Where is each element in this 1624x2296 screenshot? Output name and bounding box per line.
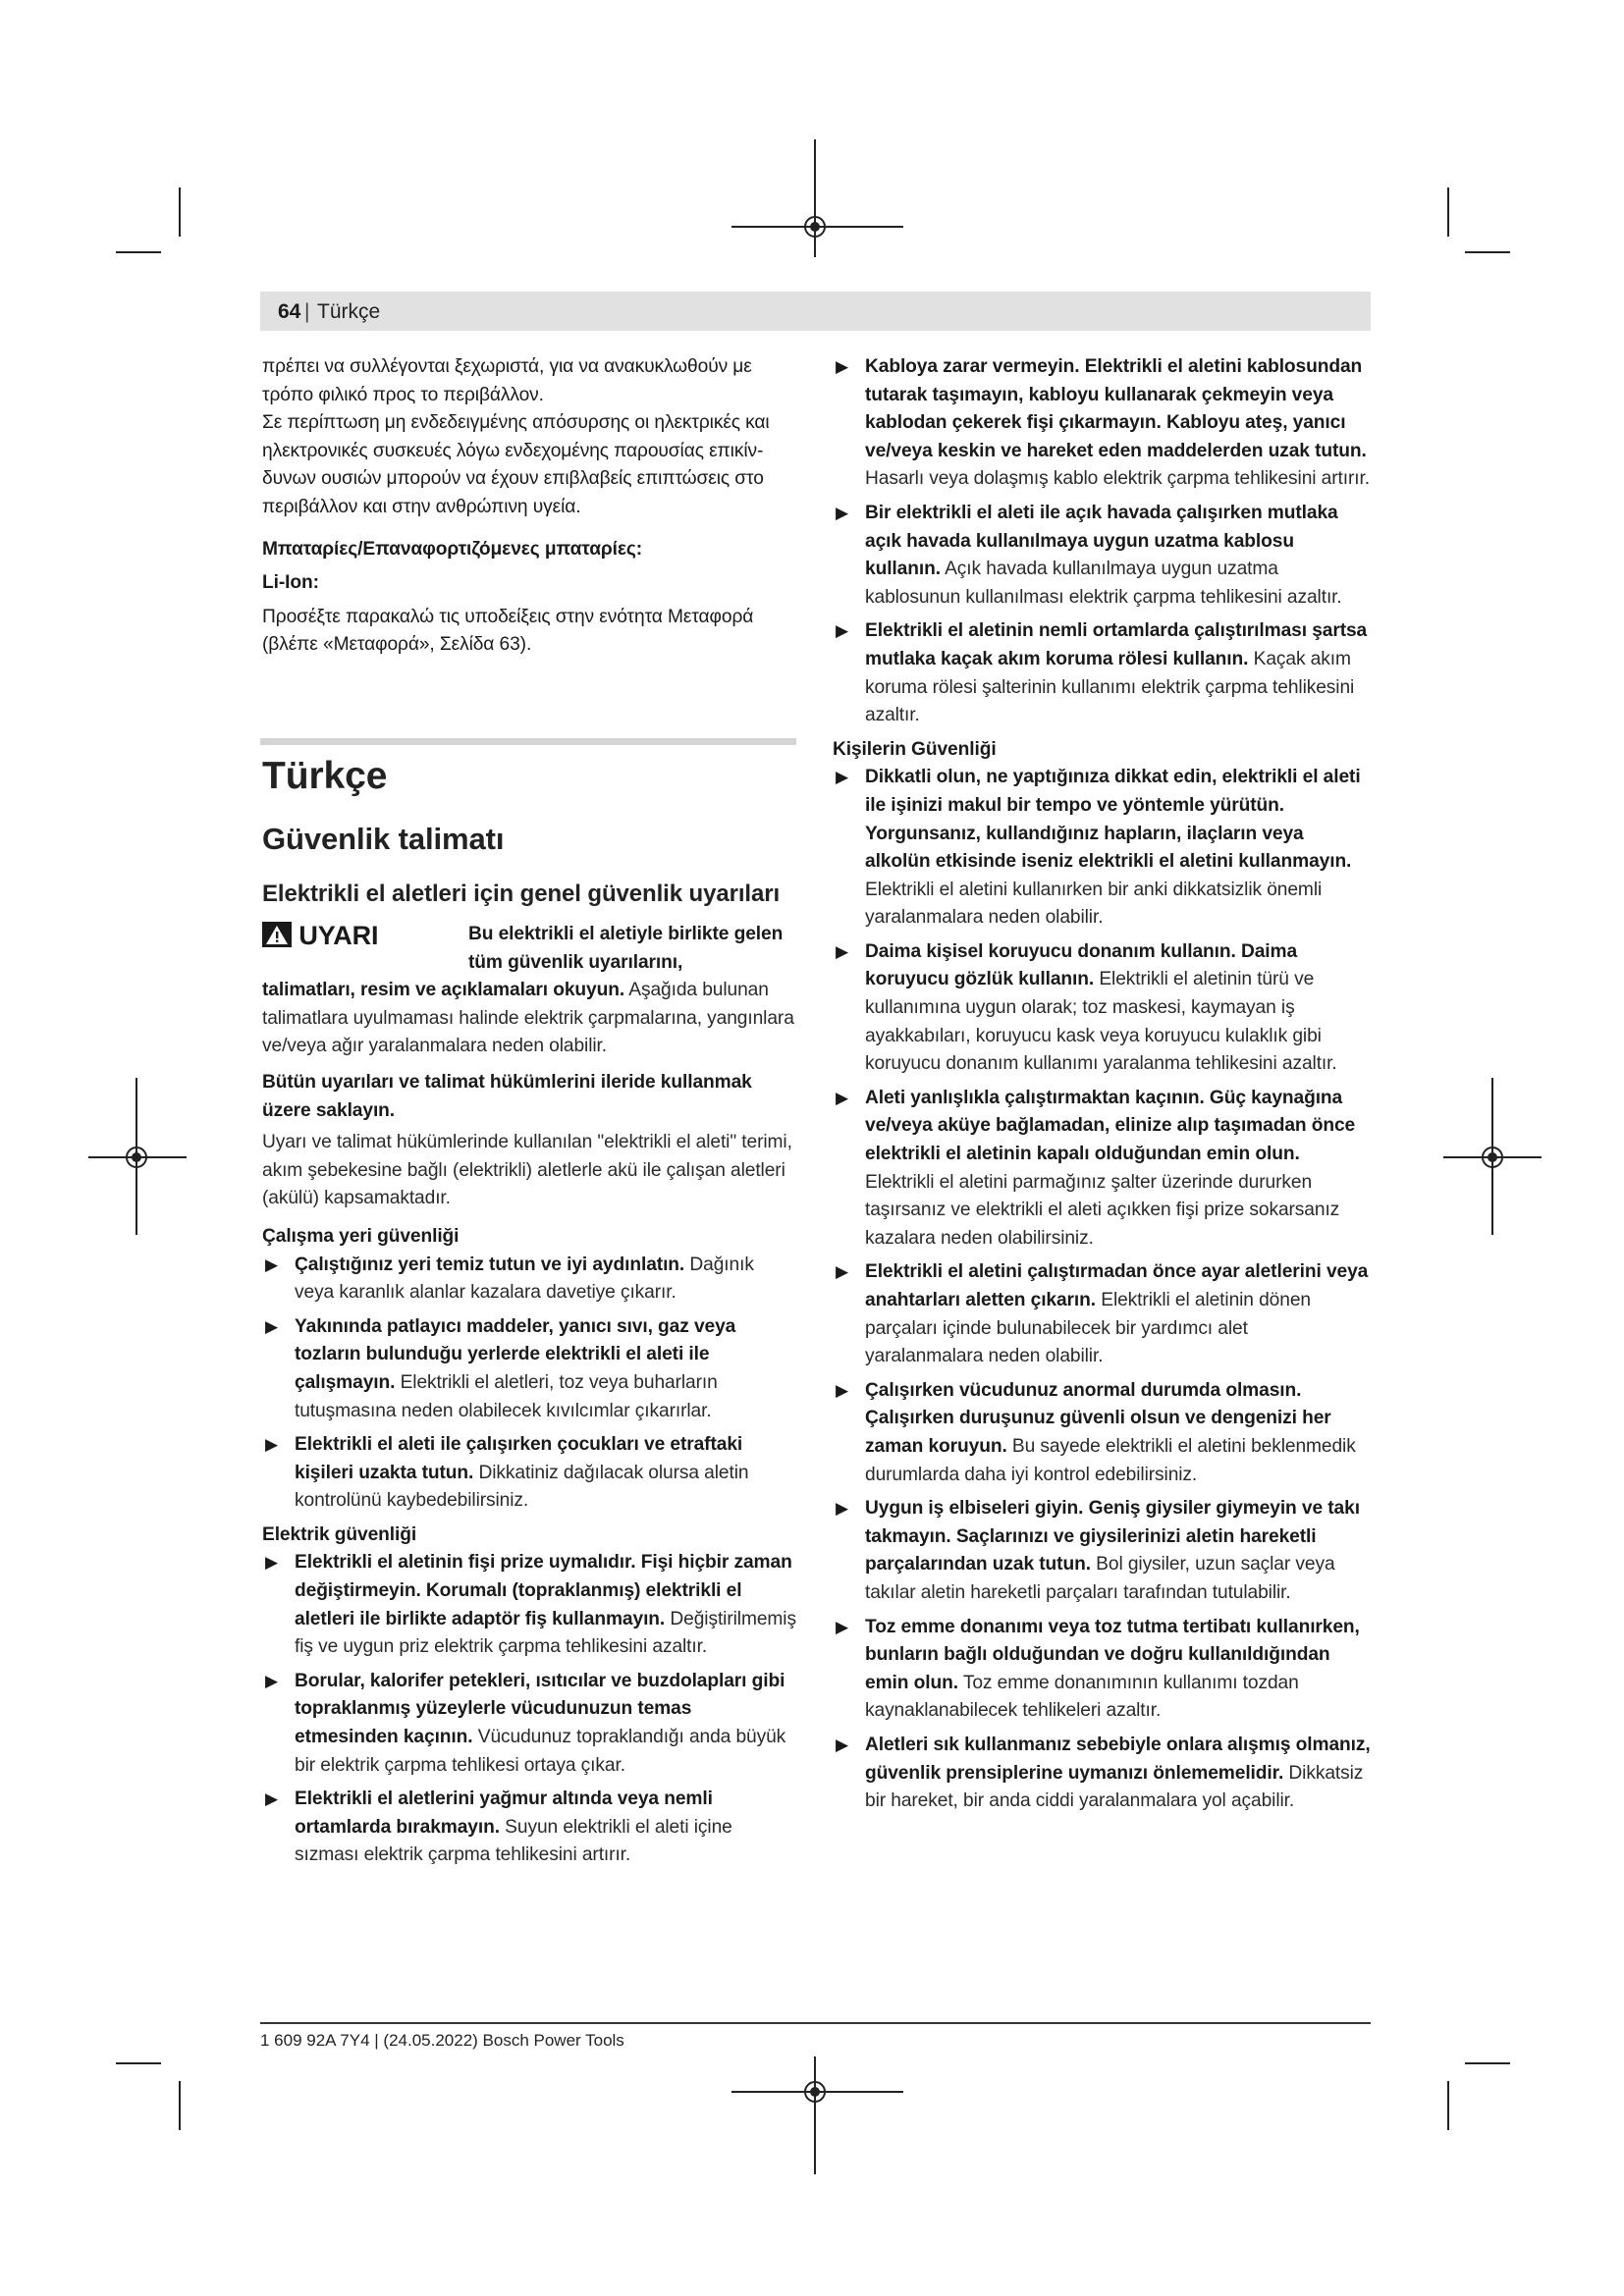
- bullet-bold: Bir elektrikli el aleti ile açık havada çalışırken mutlaka açık havada kullanılmaya uygun uzatma kablosu kullanın.: [865, 502, 1338, 580]
- section-title: Güvenlik talimatı: [262, 822, 505, 856]
- bullet-bold: Kabloya zarar vermeyin. Elektrikli el aletini kablosundan tutarak taşımayın, kabloyu kullanarak çekmeyin veya kablodan çekerek fişi çıkarmayın. Kabloyu ateş, yanıcı ve/veya keskin ve hareket eden maddelerden uzak tutun.: [865, 356, 1367, 461]
- warning-lead: Bu elektrikli el aletiyle birlikte gelen tüm güvenlik uyarılarını,: [468, 924, 784, 973]
- bullet-bold: Elektrikli el aletinin fişi prize uymalıdır. Fişi hiçbir zaman değiştirmeyin. Korumalı (topraklanmış) elektrikli el aletleri ile birlikte adaptör fiş kullanmayın.: [295, 1552, 792, 1629]
- page-footer: 1 609 92A 7Y4 | (24.05.2022) Bosch Power Tools: [260, 2031, 624, 2050]
- warning-icon: [262, 922, 292, 947]
- section-personal-safety: [833, 736, 1371, 1816]
- list-item: [833, 1495, 1371, 1607]
- list-item: [833, 1258, 1371, 1370]
- warning-bold-continuation: talimatları, resim ve açıklamaları okuyun.: [262, 980, 625, 1001]
- warning-text: Aşağıda bulunan talimatlara uyulmaması halinde elektrik çarpmalarına, yangınlara ve/veya ağır yaralanmalara neden olabilir.: [262, 980, 794, 1057]
- bullet-arrow-icon: ▶: [836, 1735, 848, 1754]
- section-title-electrical: Elektrik güvenliği: [262, 1523, 417, 1545]
- section-title-work-area: Çalışma yeri güvenliği: [262, 1225, 460, 1247]
- bullet-text: Bu sayede elektrikli el aletini beklenmedik durumlarda daha iyi kontrol edebilirsiniz.: [865, 1435, 1356, 1485]
- crop-mark-br-h: [1465, 2062, 1510, 2064]
- list-item: [833, 617, 1371, 729]
- list-item: [833, 1085, 1371, 1254]
- crop-mark-tl-h: [116, 251, 161, 253]
- bullet-arrow-icon: ▶: [265, 1316, 278, 1336]
- bullet-arrow-icon: ▶: [836, 621, 848, 641]
- bullet-arrow-icon: ▶: [265, 1671, 278, 1690]
- bullet-arrow-icon: ▶: [836, 941, 848, 961]
- bullet-text: Elektrikli el aletini kullanırken bir anki dikkatsizlik önemli yaralanmalara neden olabilir.: [865, 879, 1323, 929]
- bullet-text: Dikkatiniz dağılacak olursa aletin kontrolünü kaybedebilirsiniz.: [295, 1462, 749, 1512]
- list-item: [262, 1786, 797, 1870]
- section-title-personal-safety: Kişilerin Güvenliği: [833, 738, 997, 760]
- bullet-arrow-icon: ▶: [836, 1617, 848, 1636]
- bullet-arrow-icon: ▶: [265, 1553, 278, 1573]
- footer-rule: [260, 2022, 1371, 2024]
- crop-mark-tl-v: [179, 187, 181, 237]
- bullet-text: Elektrikli el aletinin türü ve kullanımına uygun olarak; toz maskesi, kaymayan iş ayakkabıları, koruyucu kask veya koruyucu kulaklık gibi koruyucu donanım kullanımı yaralanma tehlikesini azaltır.: [865, 969, 1337, 1075]
- section-electrical: [262, 1522, 797, 1870]
- list-item: [833, 1732, 1371, 1816]
- header-language: Türkçe: [317, 300, 381, 323]
- bullet-bold: Yakınında patlayıcı maddeler, yanıcı sıvı, gaz veya tozların bulunduğu yerlerde elektrikli el aleti ile çalışmayın.: [295, 1315, 736, 1393]
- page-header: [260, 292, 1371, 331]
- bullet-arrow-icon: ▶: [836, 1380, 848, 1400]
- list-item: [833, 764, 1371, 933]
- crop-mark-bl-h: [116, 2062, 161, 2064]
- bullet-text: Dikkatsiz bir hareket, bir anda ciddi yaralanmalara yol açabilir.: [865, 1762, 1364, 1812]
- bullet-text: Bol giysiler, uzun saçlar veya takılar aletin hareketli parçaları tarafından tutulabilir.: [865, 1554, 1335, 1603]
- section-work-area: [262, 1223, 797, 1516]
- bullet-text: Dağınık veya karanlık alanlar kazalara davetiye çıkarır.: [295, 1254, 754, 1304]
- greek-paragraph-2: Σε περίπτωση μη ενδεδειγμένης απόσυρσης οι ηλεκτρικές και ηλεκτρονικές συσκευές λόγω ενδεχομένης παρουσίας επικίν-δυνων ουσιών μπορούν να έχουν επιβλαβείς επιπτώσεις στο περιβάλλον και στην ανθρώπινη υγεία.: [262, 412, 770, 517]
- bullet-text: Suyun elektrikli el aleti içine sızması elektrik çarpma tehlikesini artırır.: [295, 1816, 732, 1866]
- bullet-text: Değiştirilmemiş fiş ve uygun priz elektrik çarpma tehlikesini azaltır.: [295, 1608, 796, 1658]
- list-item: [833, 500, 1371, 612]
- list-item: [833, 938, 1371, 1079]
- bullet-bold: Çalışırken vücudunuz anormal durumda olmasın. Çalışırken duruşunuz güvenli olsun ve dengenizi her zaman koruyun.: [865, 1379, 1331, 1457]
- bullet-arrow-icon: ▶: [265, 1789, 278, 1809]
- bullet-text: Vücudunuz topraklandığı anda büyük bir elektrik çarpma tehlikesi ortaya çıkar.: [295, 1727, 786, 1776]
- bullet-arrow-icon: ▶: [265, 1435, 278, 1455]
- bullet-bold: Dikkatli olun, ne yaptığınıza dikkat edin, elektrikli el aleti ile işinizi makul bir tempo ve yöntemle yürütün. Yorgunsanız, kullandığınız hapların, ilaçların veya alkolün etkisinde iseniz elektrikli el aletini kullanmayın.: [865, 767, 1361, 873]
- bullet-text: Hasarlı veya dolaşmış kablo elektrik çarpma tehlikesini artırır.: [865, 468, 1370, 490]
- list-item: [833, 353, 1371, 494]
- bullet-arrow-icon: ▶: [836, 503, 848, 522]
- bullet-arrow-icon: ▶: [265, 1255, 278, 1274]
- term-definition: Uyarı ve talimat hükümlerinde kullanılan "elektrikli el aleti" terimi, akım şebekesine bağlı (elektrikli) aletlerle akü ile çalışan aletleri (akülü) kapsamaktadır.: [262, 1132, 792, 1209]
- list-item: [262, 1668, 797, 1780]
- page-title: Türkçe: [262, 755, 388, 797]
- bullet-arrow-icon: ▶: [836, 1088, 848, 1107]
- bullet-bold: Elektrikli el aleti ile çalışırken çocukları ve etraftaki kişileri uzakta tutun.: [295, 1434, 743, 1483]
- crop-mark-tr-h: [1465, 251, 1510, 253]
- crop-mark-bl-v: [179, 2081, 181, 2130]
- list-item: [833, 1614, 1371, 1726]
- bullet-arrow-icon: ▶: [836, 1262, 848, 1282]
- header-separator: |: [304, 300, 310, 323]
- bullet-text: Kaçak akım koruma rölesi şalterinin kullanımı elektrik çarpma tehlikesini azaltır.: [865, 648, 1355, 726]
- bullet-text: Elektrikli el aletini parmağınız şalter üzerinde dururken taşırsanız ve elektrikli el aleti açıkken fişi prize sokarsanız kazalara neden olabilirsiniz.: [865, 1171, 1340, 1249]
- save-instructions: Bütün uyarıları ve talimat hükümlerini ileride kullanmak üzere saklayın.: [262, 1071, 752, 1121]
- bullet-bold: Elektrikli el aletini çalıştırmadan önce ayar aletlerini veya anahtarları aletten çıkarın.: [865, 1261, 1369, 1310]
- right-column: [833, 353, 1371, 1822]
- list-item: [262, 1252, 797, 1308]
- bullet-text: Toz emme donanımının kullanımı tozdan kaynaklanabilecek tehlikeleri azaltır.: [865, 1672, 1299, 1722]
- bullet-text: Elektrikli el aletleri, toz veya buharların tutuşmasına neden olabilecek kıvılcımlar çıkarırlar.: [295, 1371, 718, 1421]
- list-item: [262, 1549, 797, 1661]
- section-divider: [260, 738, 796, 745]
- bullet-bold: Aletleri sık kullanmanız sebebiyle onlara alışmış olmanız, güvenlik prensiplerine uymanızı önlememelidir.: [865, 1734, 1371, 1784]
- greek-paragraph-1: πρέπει να συλλέγονται ξεχωριστά, για να ανακυκλωθούν με τρόπο φιλικό προς το περιβάλλον.: [262, 356, 752, 405]
- bullet-bold: Elektrikli el aletlerini yağmur altında veya nemli ortamlarda bırakmayın.: [295, 1789, 713, 1838]
- bullet-bold: Toz emme donanımı veya toz tutma tertibatı kullanırken, bunların bağlı olduğundan ve doğru kullanıldığından emin olun.: [865, 1616, 1360, 1693]
- bullet-bold: Borular, kalorifer petekleri, ısıtıcılar ve buzdolapları gibi topraklanmış yüzeylerle vücudunuzun temas etmesinden kaçının.: [295, 1670, 785, 1748]
- warning-block: [262, 921, 797, 1061]
- list-item: [833, 1377, 1371, 1489]
- greek-liion-label: Li-Ion:: [262, 572, 319, 594]
- greek-batteries-heading: Μπαταρίες/Επαναφορτιζόμενες μπαταρίες:: [262, 538, 643, 560]
- bullet-text: Elektrikli el aletinin dönen parçaları içinde bulunabilecek bir yardımcı alet yaralanmalara neden olabilir.: [865, 1290, 1311, 1367]
- bullet-bold: Elektrikli el aletinin nemli ortamlarda çalıştırılması şartsa mutlaka kaçak akım koruma rölesi kullanın.: [865, 620, 1368, 669]
- greek-paragraph-3: Προσέξτε παρακαλώ τις υποδείξεις στην ενότητα Μεταφορά (βλέπε «Μεταφορά», Σελίδα 63).: [262, 606, 754, 656]
- crop-mark-br-v: [1447, 2081, 1449, 2130]
- left-column-main: [262, 754, 797, 1876]
- bullet-bold: Aleti yanlışlıkla çalıştırmaktan kaçının. Güç kaynağına ve/veya aküye bağlamadan, elinize alıp taşımadan önce elektrikli el aletinin kapalı olduğundan emin olun.: [865, 1087, 1356, 1165]
- bullet-bold: Uygun iş elbiseleri giyin. Geniş giysiler giymeyin ve takı takmayın. Saçlarınızı ve giysilerinizi aletin hareketli parçalarından uzak tutun.: [865, 1498, 1360, 1575]
- list-item: [262, 1313, 797, 1425]
- list-item: [262, 1431, 797, 1516]
- bullet-arrow-icon: ▶: [836, 1499, 848, 1519]
- bullet-arrow-icon: ▶: [836, 357, 848, 376]
- page-number: 64: [278, 300, 301, 323]
- warning-label: UYARI: [298, 921, 379, 950]
- subsection-title: Elektrikli el aletleri için genel güvenlik uyarıları: [262, 881, 781, 907]
- crop-mark-tr-v: [1447, 187, 1449, 237]
- left-column: [262, 353, 797, 660]
- bullet-bold: Çalıştığınız yeri temiz tutun ve iyi aydınlatın.: [295, 1254, 685, 1275]
- bullet-text: Açık havada kullanılmaya uygun uzatma kablosunun kullanılması elektrik çarpma tehlikesini azaltır.: [865, 559, 1342, 608]
- bullet-arrow-icon: ▶: [836, 768, 848, 787]
- bullet-bold: Daima kişisel koruyucu donanım kullanın. Daima koruyucu gözlük kullanın.: [865, 940, 1298, 990]
